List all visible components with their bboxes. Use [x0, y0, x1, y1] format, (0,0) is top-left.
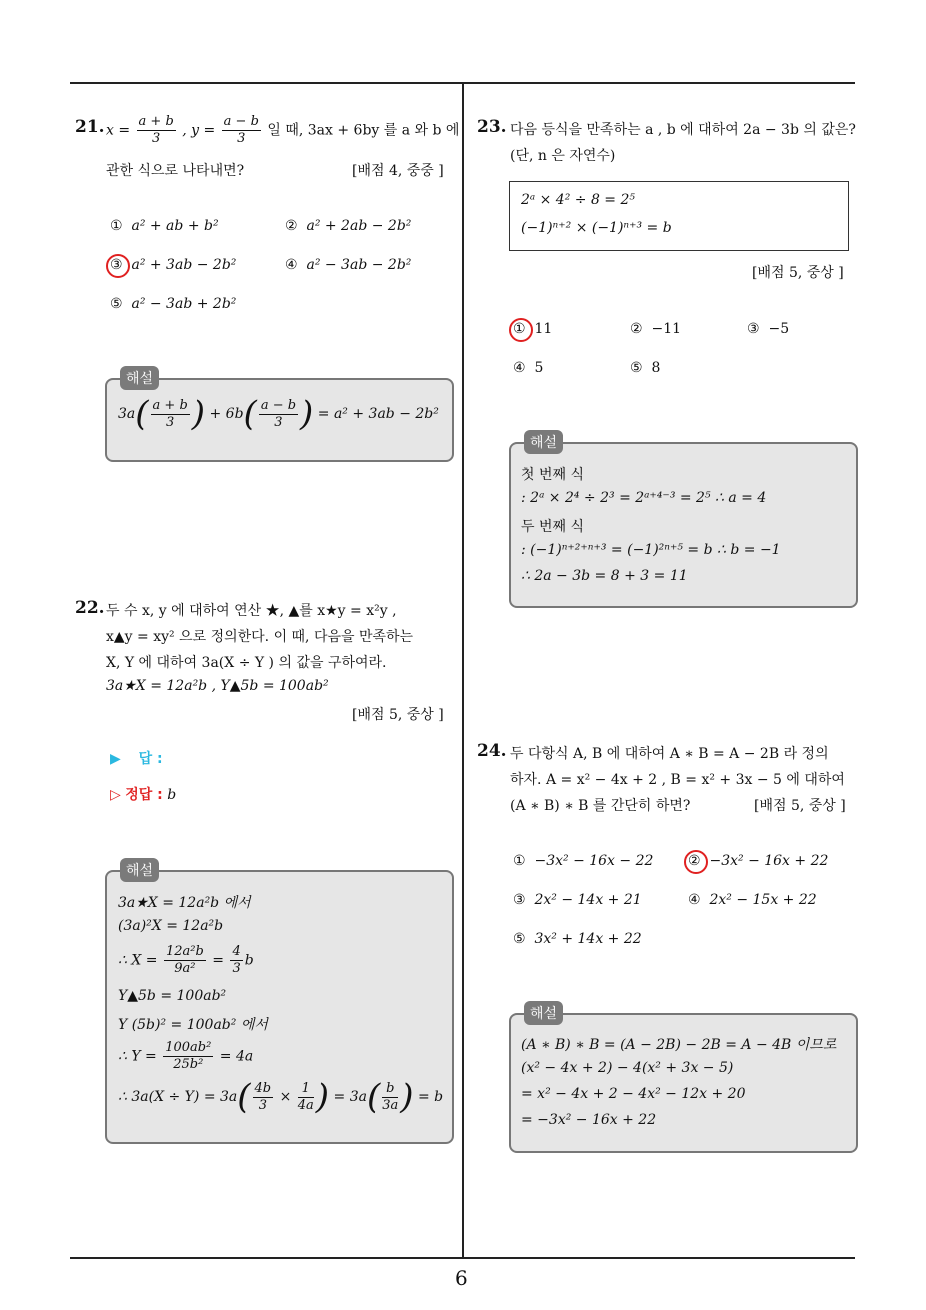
- answer-row: [110, 748, 163, 768]
- question-number: 24.: [477, 741, 507, 761]
- question-stem-line2: (단, n 은 자연수): [510, 148, 616, 164]
- choice-4[interactable]: ④ 5: [513, 360, 544, 376]
- question-stem-line1: 두 다항식 A, B 에 대하여 A ∗ B = A − 2B 라 정의: [510, 746, 829, 762]
- page-number: 6: [455, 1266, 468, 1290]
- question-stem-line1: 다음 등식을 만족하는 a , b 에 대하여 2a − 3b 의 값은?: [510, 122, 856, 138]
- condition-line1: 2ᵃ × 4² ÷ 8 = 2⁵: [521, 192, 636, 208]
- solution-line: 첫 번째 식: [521, 467, 584, 483]
- correct-answer-row: [110, 784, 176, 804]
- solution-line: : 2ᵃ × 2⁴ ÷ 2³ = 2ᵃ⁺⁴⁻³ = 2⁵ ∴ a = 4: [521, 490, 767, 506]
- question-stem-line1: x = $\frac{a + b}{3}$ , y = $\frac{a - b}{3}$ 일 때, 3ax + 6by 를 a 와 b 에: [106, 114, 460, 146]
- solution-line: ∴ X = $\frac{\text{12a²b}}{\text{9a²}}$ = $\frac{4}{3}$ b: [118, 944, 254, 976]
- solution-line: ∴ 2a − 3b = 8 + 3 = 11: [521, 568, 688, 584]
- solution-line: : (−1)ⁿ⁺²⁺ⁿ⁺³ = (−1)²ⁿ⁺⁵ = b ∴ b = −1: [521, 542, 781, 558]
- answer-label: 답 :: [138, 751, 163, 767]
- play-arrow-icon: ▶: [110, 751, 121, 767]
- choice-2[interactable]: ② −3x² − 16x + 22: [688, 853, 829, 869]
- fraction: $\frac{a - b}{3}$: [223, 114, 259, 146]
- solution-tag: 해설: [120, 366, 159, 390]
- question-stem-line3: X, Y 에 대하여 3a(X ÷ Y ) 의 값을 구하여라.: [106, 655, 387, 671]
- question-condition: 3a★X = 12a²b , Y▲5b = 100ab²: [106, 678, 329, 694]
- solution-line: = −3x² − 16x + 22: [521, 1112, 657, 1128]
- choice-1[interactable]: ① 11: [513, 321, 553, 337]
- solution-tag: 해설: [524, 1001, 563, 1025]
- bottom-rule: [70, 1257, 855, 1259]
- solution-line: (A ∗ B) ∗ B = (A − 2B) − 2B = A − 4B 이므로: [521, 1037, 837, 1053]
- solution-line: ∴ 3a(X ÷ Y) = 3a( $\frac{4b}{3}$ × $\frac{1}{4a}$ ) = 3a( $\frac{b}{3a}$ ) = b: [118, 1077, 444, 1117]
- choice-2[interactable]: ② a² + 2ab − 2b²: [285, 218, 412, 234]
- correct-answer-value: b: [167, 787, 177, 803]
- solution-line: = x² − 4x + 2 − 4x² − 12x + 20: [521, 1086, 746, 1102]
- fraction: $\frac{a + b}{3}$: [138, 114, 174, 146]
- choice-4[interactable]: ④ a² − 3ab − 2b²: [285, 257, 412, 273]
- question-stem-line2: x▲y = xy² 으로 정의한다. 이 때, 다음을 만족하는: [106, 629, 414, 645]
- choice-5[interactable]: ⑤ 8: [630, 360, 661, 376]
- score-label: [배점 5, 중상 ]: [752, 265, 844, 281]
- score-label: [배점 5, 중상 ]: [754, 798, 846, 814]
- choice-1[interactable]: ① a² + ab + b²: [110, 218, 219, 234]
- question-number: 22.: [75, 598, 105, 618]
- solution-line: Y▲5b = 100ab²: [118, 988, 227, 1004]
- score-label: [배점 4, 중중 ]: [352, 163, 444, 179]
- score-label: [배점 5, 중상 ]: [352, 707, 444, 723]
- choice-3[interactable]: ③ 2x² − 14x + 21: [513, 892, 642, 908]
- solution-line: ∴ Y = $\frac{\text{100ab²}}{\text{25b²}}$ = 4a: [118, 1040, 254, 1072]
- question-stem-line2: 관한 식으로 나타내면?: [106, 163, 245, 179]
- solution-line: (3a)²X = 12a²b: [118, 918, 224, 934]
- choice-5[interactable]: ⑤ 3x² + 14x + 22: [513, 931, 642, 947]
- choice-3[interactable]: ③ a² + 3ab − 2b²: [110, 257, 237, 273]
- solution-line: 3a★X = 12a²b 에서: [118, 895, 251, 911]
- question-stem-line2: 하자. A = x² − 4x + 2 , B = x² + 3x − 5 에 대하여: [510, 772, 845, 788]
- column-divider: [462, 84, 464, 1258]
- correct-answer-label: 정답 :: [125, 787, 163, 803]
- question-stem-line1: 두 수 x, y 에 대하여 연산 ★, ▲를 x★y = x²y ,: [106, 603, 397, 619]
- solution-tag: 해설: [120, 858, 159, 882]
- question-number: 21.: [75, 117, 105, 137]
- choice-3[interactable]: ③ −5: [747, 321, 790, 337]
- question-number: 23.: [477, 117, 507, 137]
- solution-equation: 3a( $\frac{a + b}{3}$ ) + 6b( $\frac{a - b}{3}$ ) = a² + 3ab − 2b²: [118, 394, 439, 434]
- condition-line2: (−1)ⁿ⁺² × (−1)ⁿ⁺³ = b: [521, 220, 672, 236]
- choice-1[interactable]: ① −3x² − 16x − 22: [513, 853, 654, 869]
- question-stem-line3: (A ∗ B) ∗ B 를 간단히 하면?: [510, 798, 691, 814]
- solution-tag: 해설: [524, 430, 563, 454]
- choice-4[interactable]: ④ 2x² − 15x + 22: [688, 892, 817, 908]
- choice-5[interactable]: ⑤ a² − 3ab + 2b²: [110, 296, 237, 312]
- solution-line: (x² − 4x + 2) − 4(x² + 3x − 5): [521, 1060, 734, 1076]
- solution-line: Y (5b)² = 100ab² 에서: [118, 1017, 268, 1033]
- choice-2[interactable]: ② −11: [630, 321, 682, 337]
- outline-arrow-icon: ▷: [110, 787, 121, 803]
- solution-line: 두 번째 식: [521, 519, 584, 535]
